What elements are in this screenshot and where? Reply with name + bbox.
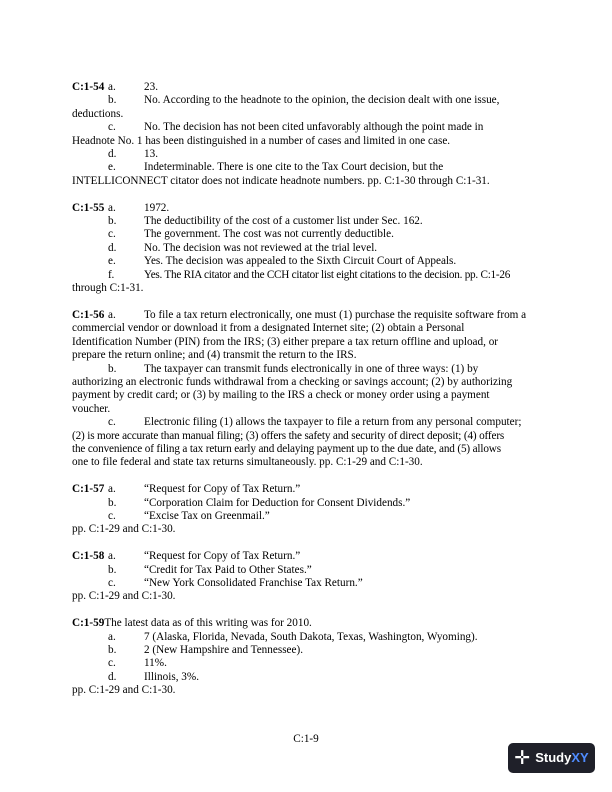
answer-label: b. [108, 563, 117, 576]
answer-line [72, 228, 540, 241]
answer-label: a. [108, 630, 116, 643]
answer-continuation: voucher. [72, 402, 111, 415]
answer-text: The taxpayer can transmit funds electronically in one of three ways: (1) by [144, 362, 479, 375]
answer-text: 23. [144, 81, 158, 93]
answer-text: The deductibility of the cost of a customer list under Sec. 162. [144, 215, 423, 228]
answer-text: “Request for Copy of Tax Return.” [144, 550, 301, 563]
answer-line [72, 416, 540, 429]
problem-number: C:1-58 [72, 550, 105, 563]
brand-main: Study [535, 750, 572, 766]
answer-text: The latest data as of this writing was for 2010. [104, 617, 312, 630]
answer-text: No. The decision was not reviewed at the trial level. [144, 241, 378, 254]
answer-line [72, 121, 540, 134]
answer-label: c. [108, 509, 116, 522]
studyxy-watermark[interactable] [508, 743, 595, 773]
answer-text: “Request for Copy of Tax Return.” [144, 483, 301, 496]
answer-line [72, 564, 540, 577]
answer-text: Indeterminable. There is one cite to the Tax Court decision, but the [144, 161, 444, 174]
answer-continuation: INTELLICONNECT citator does not indicate headnote numbers. pp. C:1-30 through C:1-31. [72, 174, 490, 187]
answer-line [72, 202, 540, 215]
answer-label: a. [108, 308, 116, 321]
answer-continuation: the convenience of filing a tax return early and delaying payment up to the due date, and (5) allows [72, 442, 501, 455]
answer-line [72, 483, 540, 496]
answer-label: b. [108, 496, 117, 509]
answer-line [72, 657, 540, 670]
answer-continuation: through C:1-31. [72, 282, 144, 295]
answer-label: e. [108, 255, 116, 268]
answer-label: c. [108, 657, 116, 670]
answer-text: The government. The cost was not currently deductible. [144, 228, 394, 241]
answer-line [72, 671, 540, 684]
answer-label: d. [108, 670, 117, 683]
answer-line [72, 94, 540, 107]
answer-label: c. [108, 576, 116, 589]
answer-continuation: deductions. [72, 107, 124, 120]
page-reference: pp. C:1-29 and C:1-30. [72, 684, 176, 697]
problem-number: C:1-59 [72, 617, 105, 630]
answer-text: Illinois, 3%. [144, 670, 200, 683]
answer-text: “New York Consolidated Franchise Tax Return.” [144, 576, 363, 589]
answer-text: Electronic filing (1) allows the taxpayer to file a return from any personal computer; [144, 416, 522, 429]
answer-line [72, 497, 540, 510]
answer-label: c. [108, 121, 116, 134]
answer-line [72, 269, 540, 282]
problem-c1-56 [72, 309, 540, 470]
answer-continuation: prepare the return online; and (4) transmit the return to the IRS. [72, 349, 357, 362]
answer-text: Yes. The decision was appealed to the Sixth Circuit Court of Appeals. [144, 255, 457, 268]
page-reference: pp. C:1-29 and C:1-30. [72, 590, 176, 603]
answer-continuation: Identification Number (PIN) from the IRS; (3) either prepare a tax return offline and upload, or [72, 335, 499, 348]
answer-text: 7 (Alaska, Florida, Nevada, South Dakota, Texas, Washington, Wyoming). [144, 630, 478, 643]
answer-label: a. [108, 201, 116, 214]
problem-c1-54 [72, 81, 540, 188]
answer-line [72, 577, 540, 590]
answer-label: b. [108, 643, 117, 656]
answer-line [72, 215, 540, 228]
answer-label: b. [108, 94, 117, 107]
answer-label: a. [108, 550, 116, 563]
answer-text: 1972. [144, 201, 170, 214]
problem-c1-55 [72, 202, 540, 296]
page-reference: pp. C:1-29 and C:1-30. [72, 523, 176, 536]
answer-line [72, 148, 540, 161]
answer-line [72, 617, 540, 630]
answer-line [72, 510, 540, 523]
answer-text: “Credit for Tax Paid to Other States.” [144, 563, 312, 576]
problem-number: C:1-54 [72, 81, 105, 93]
answer-label: a. [108, 483, 116, 496]
answer-text: No. The decision has not been cited unfavorably although the point made in [144, 121, 484, 134]
answer-text: 13. [144, 148, 158, 161]
problem-c1-59 [72, 617, 540, 697]
plus-icon: ✛ [514, 747, 531, 769]
answer-continuation: Headnote No. 1 has been distinguished in a number of cases and limited in one case. [72, 134, 451, 147]
answer-continuation: commercial vendor or download it from a designated Internet site; (2) obtain a Personal [72, 322, 465, 335]
answer-continuation: (2) is more accurate than manual filing; (3) offers the safety and security of direct deposit; (4) offers [72, 429, 505, 442]
answer-label: b. [108, 215, 117, 228]
answer-continuation: payment by credit card; or (3) by mailing to the IRS a check or money order using a payment [72, 389, 490, 402]
answer-line [72, 255, 540, 268]
answer-line [72, 631, 540, 644]
answer-line [72, 81, 540, 94]
page-number: C:1-9 [293, 733, 319, 745]
answer-continuation: one to file federal and state tax returns simultaneously. pp. C:1-29 and C:1-30. [72, 456, 423, 469]
problem-number: C:1-57 [72, 483, 105, 496]
problem-c1-58 [72, 550, 540, 604]
answer-line [72, 550, 540, 563]
answer-label: d. [108, 241, 117, 254]
answer-label: c. [108, 228, 116, 241]
answer-continuation: authorizing an electronic funds withdrawal from a checking or savings account; (2) by authorizing [72, 375, 513, 388]
answer-label: e. [108, 161, 116, 174]
answer-text: To file a tax return electronically, one must (1) purchase the requisite software from a [144, 308, 527, 321]
answer-text: “Corporation Claim for Deduction for Consent Dividends.” [144, 496, 411, 509]
problem-c1-57 [72, 483, 540, 537]
problem-number: C:1-56 [72, 308, 105, 321]
answer-text: “Excise Tax on Greenmail.” [144, 509, 270, 522]
answer-label: d. [108, 148, 117, 161]
answer-line [72, 309, 540, 322]
answer-text: No. According to the headnote to the opinion, the decision dealt with one issue, [144, 94, 500, 107]
answer-line [72, 363, 540, 376]
problem-number: C:1-55 [72, 201, 105, 214]
answer-label: b. [108, 362, 117, 375]
answer-label: f. [108, 268, 115, 281]
answer-text: Yes. The RIA citator and the CCH citator list eight citations to the decision. pp. C:1-26 [144, 268, 511, 281]
brand-accent: XY [571, 750, 589, 766]
answer-label: c. [108, 416, 116, 429]
answer-line [72, 161, 540, 174]
answer-line [72, 644, 540, 657]
answer-text: 11%. [144, 657, 167, 670]
answer-label: a. [108, 81, 116, 93]
answer-text: 2 (New Hampshire and Tennessee). [144, 643, 304, 656]
document-body [72, 81, 540, 711]
answer-line [72, 242, 540, 255]
